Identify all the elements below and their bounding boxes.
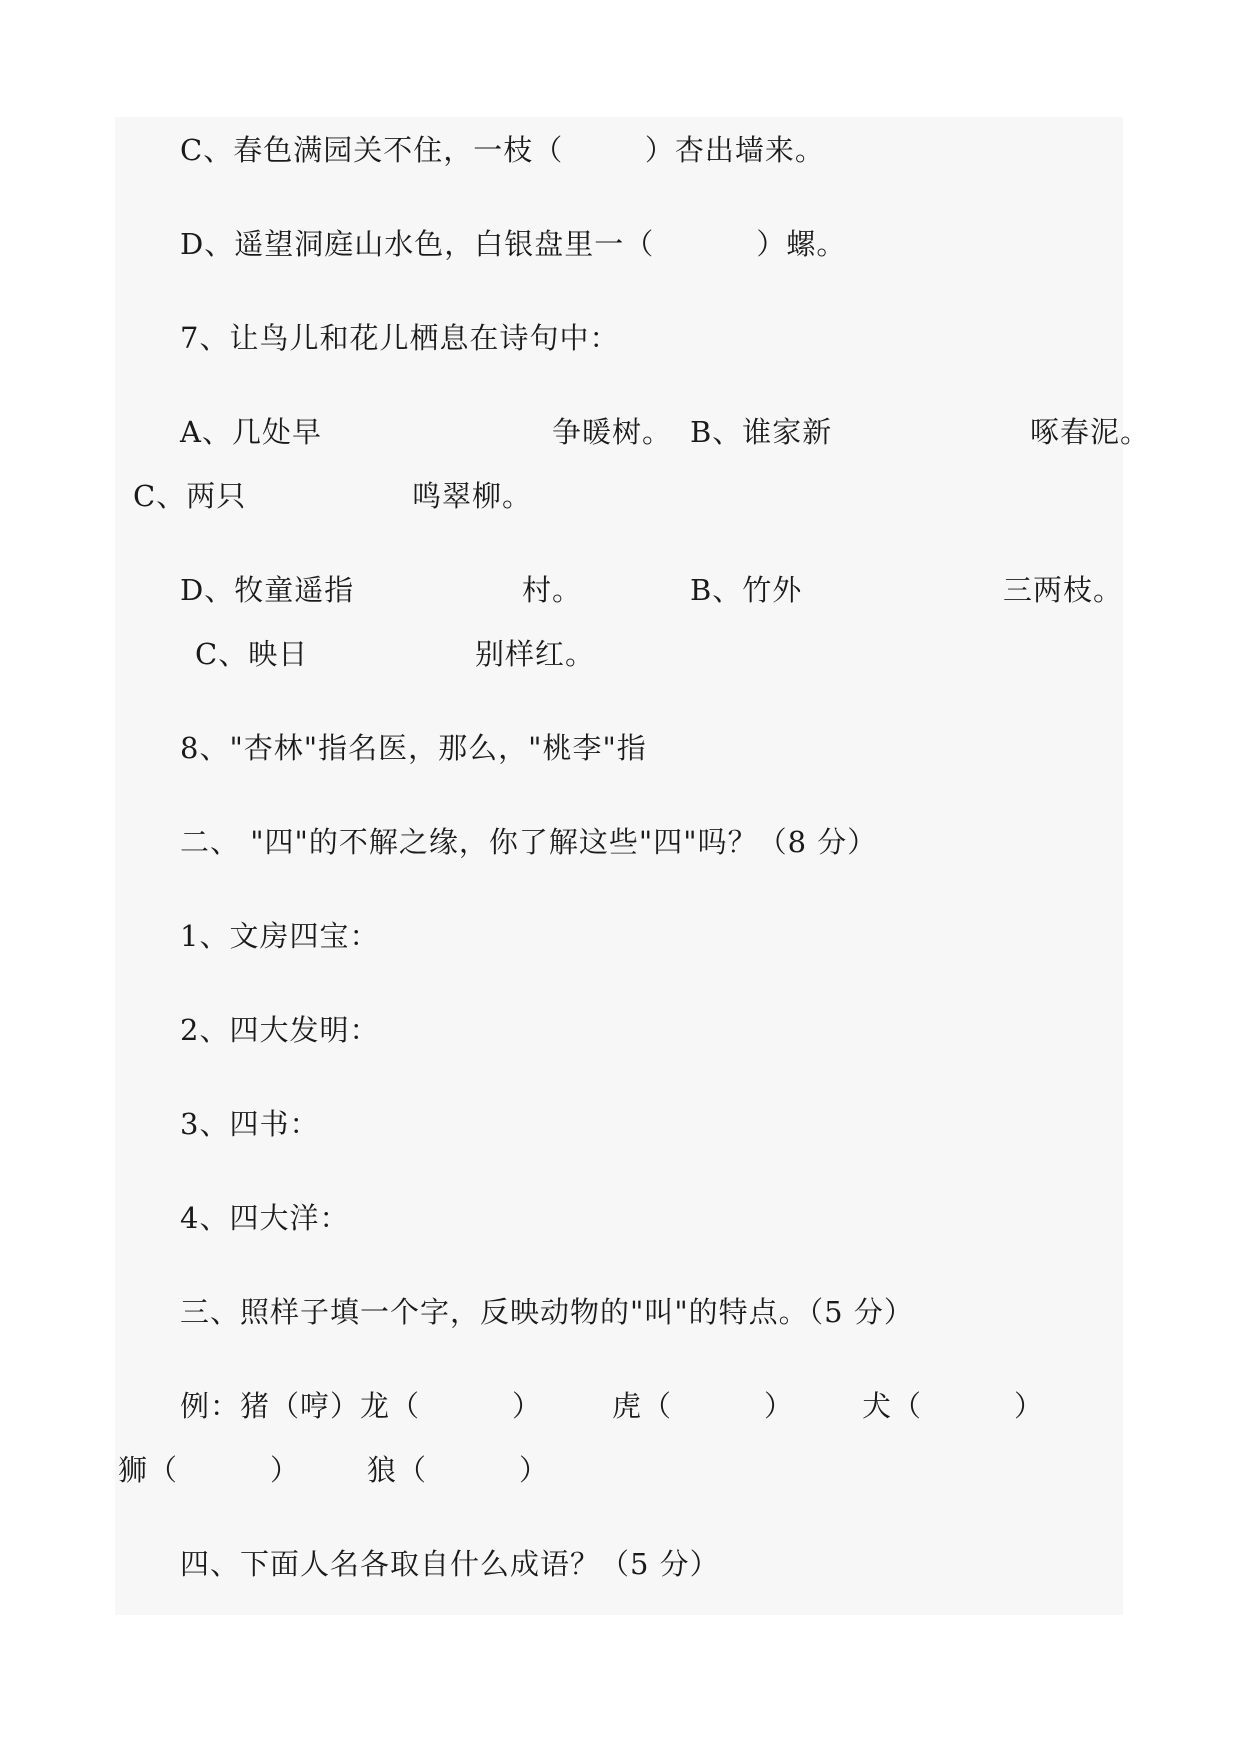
q7-row-3 xyxy=(0,570,1241,610)
q7-e-start: B、竹外 xyxy=(690,573,803,607)
blank-tiger: 虎（ ） xyxy=(612,1389,794,1423)
poem-line-d: D、遥望洞庭山水色，白银盘里一（ ）螺。 xyxy=(180,227,847,261)
q7-a-end: 争暖树。 xyxy=(552,415,673,449)
poem-line-c: C、春色满园关不住，一枝（ ）杏出墙来。 xyxy=(180,133,825,167)
section-3-row-1 xyxy=(0,1386,1241,1426)
q7-a-start: A、几处早 xyxy=(180,415,322,449)
q7-f-start: C、映日 xyxy=(195,637,309,671)
q7-row-1 xyxy=(0,412,1241,452)
section-2-item-3: 3、四书： xyxy=(180,1107,320,1141)
q7-row-2 xyxy=(0,476,1241,516)
section-2-item-1: 1、文房四宝： xyxy=(180,919,380,953)
q7-d-end: 村。 xyxy=(522,573,583,607)
question-7: 7、让鸟儿和花儿栖息在诗句中： xyxy=(180,321,620,355)
question-8: 8、"杏林"指名医，那么，"桃李"指 xyxy=(180,731,647,765)
section-3-heading: 三、照样子填一个字，反映动物的"叫"的特点。（5 分） xyxy=(180,1295,914,1329)
blank-dog: 犬（ ） xyxy=(862,1389,1044,1423)
example-pig-dragon: 例：猪（哼）龙（ ） xyxy=(180,1389,542,1423)
q7-e-end: 三两枝。 xyxy=(1003,573,1124,607)
section-2-heading: 二、 "四"的不解之缘，你了解这些"四"吗？（8 分） xyxy=(180,825,878,859)
q7-c-start: C、两只 xyxy=(133,479,247,513)
section-2-item-2: 2、四大发明： xyxy=(180,1013,380,1047)
section-4-heading: 四、下面人名各取自什么成语？（5 分） xyxy=(180,1547,720,1581)
q7-b-start: B、谁家新 xyxy=(690,415,833,449)
blank-lion: 狮（ ） xyxy=(118,1453,300,1487)
q7-f-end: 别样红。 xyxy=(475,637,596,671)
section-2-item-4: 4、四大洋： xyxy=(180,1201,350,1235)
q7-c-end: 鸣翠柳。 xyxy=(412,479,533,513)
blank-wolf: 狼（ ） xyxy=(367,1453,549,1487)
section-3-row-2 xyxy=(0,1450,1241,1490)
q7-b-end: 啄春泥。 xyxy=(1030,415,1151,449)
q7-row-4 xyxy=(0,634,1241,674)
q7-d-start: D、牧童遥指 xyxy=(180,573,355,607)
